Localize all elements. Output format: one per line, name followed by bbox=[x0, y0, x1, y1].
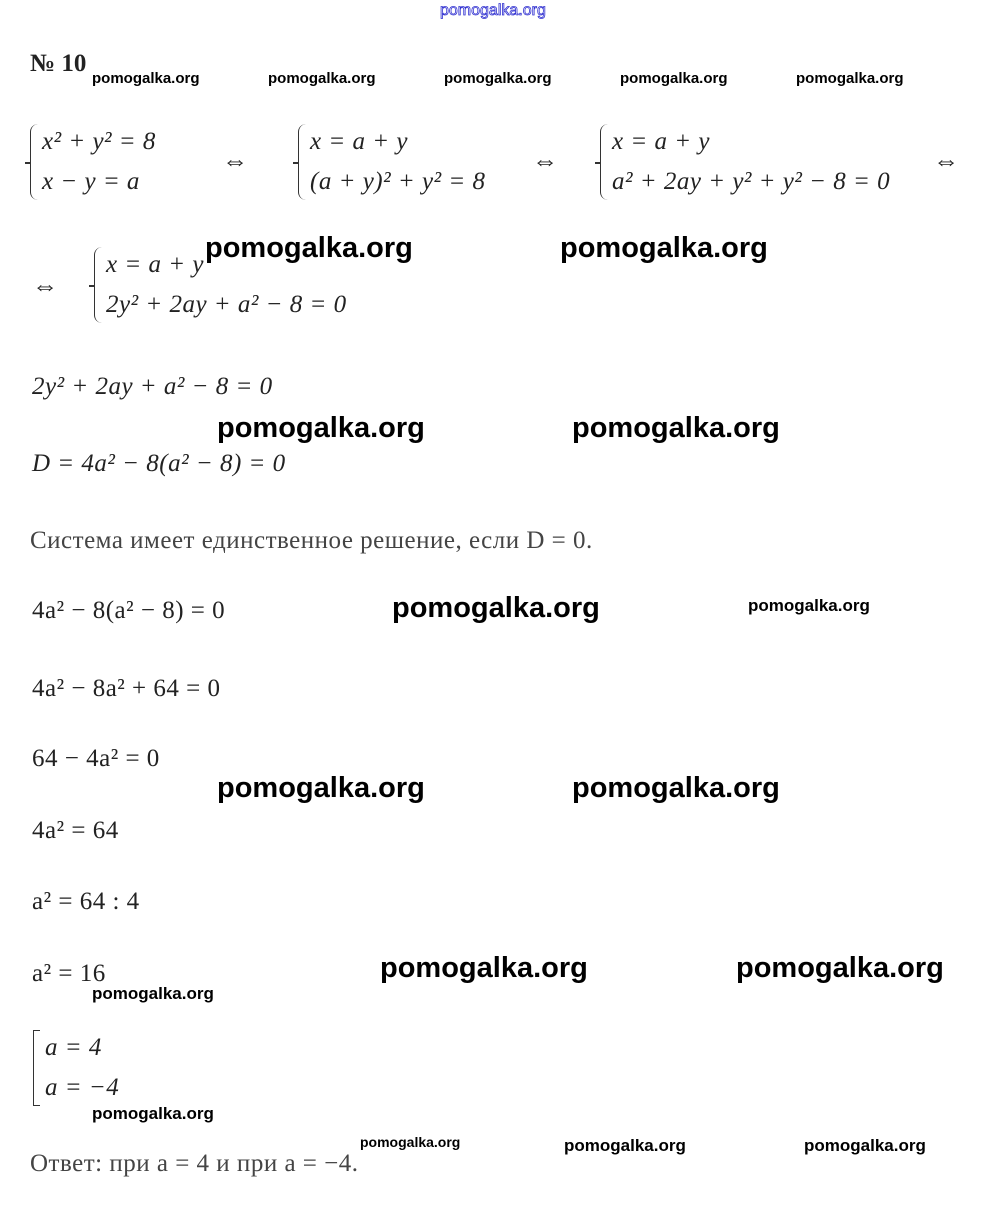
watermark: pomogalka.org bbox=[92, 1104, 214, 1123]
watermark: pomogalka.org bbox=[392, 592, 600, 624]
solution: a = 4 bbox=[45, 1034, 102, 1061]
system-2 bbox=[298, 122, 485, 202]
equivalence-icon: ⇔ bbox=[532, 146, 558, 175]
solution: a = −4 bbox=[45, 1074, 120, 1101]
problem-title: № 10 bbox=[30, 50, 87, 77]
step-equation: 4a² − 8(a² − 8) = 0 bbox=[32, 597, 226, 624]
equivalence-icon: ⇔ bbox=[32, 271, 58, 300]
watermark: pomogalka.org bbox=[92, 70, 200, 87]
watermark: pomogalka.org bbox=[92, 984, 214, 1003]
watermark: pomogalka.org bbox=[217, 412, 425, 444]
watermark: pomogalka.org bbox=[572, 412, 780, 444]
equation: x − y = a bbox=[42, 168, 140, 195]
equivalence-icon: ⇔ bbox=[222, 146, 248, 175]
brace-icon bbox=[298, 124, 307, 200]
watermark: pomogalka.org bbox=[444, 70, 552, 87]
brace-icon bbox=[94, 247, 103, 323]
watermark: pomogalka.org bbox=[804, 1136, 926, 1155]
watermark: pomogalka.org bbox=[380, 952, 588, 984]
quadratic-equation: 2y² + 2ay + a² − 8 = 0 bbox=[32, 373, 273, 400]
system-1 bbox=[30, 122, 156, 202]
discriminant-equation: D = 4a² − 8(a² − 8) = 0 bbox=[32, 450, 286, 477]
watermark: pomogalka.org bbox=[560, 232, 768, 264]
step-equation: 4a² = 64 bbox=[32, 817, 119, 844]
brace-icon bbox=[30, 124, 39, 200]
watermark: pomogalka.org bbox=[360, 1134, 461, 1150]
equation: x = a + y bbox=[106, 251, 204, 278]
equivalence-icon: ⇔ bbox=[933, 146, 959, 175]
watermark: pomogalka.org bbox=[564, 1136, 686, 1155]
watermark: pomogalka.org bbox=[205, 232, 413, 264]
system-3 bbox=[600, 122, 890, 202]
watermark: pomogalka.org bbox=[217, 772, 425, 804]
bracket-icon bbox=[33, 1030, 40, 1106]
solution-set bbox=[33, 1028, 119, 1108]
brace-icon bbox=[600, 124, 609, 200]
watermark: pomogalka.org bbox=[748, 596, 870, 615]
equation: (a + y)² + y² = 8 bbox=[310, 168, 486, 195]
step-equation: a² = 64 : 4 bbox=[32, 888, 140, 915]
equation: x = a + y bbox=[310, 128, 408, 155]
watermark: pomogalka.org bbox=[268, 70, 376, 87]
equation: x² + y² = 8 bbox=[42, 128, 156, 155]
answer-text: Ответ: при a = 4 и при a = −4. bbox=[30, 1150, 359, 1177]
condition-text: Система имеет единственное решение, если D = 0. bbox=[30, 527, 593, 554]
watermark: pomogalka.org bbox=[736, 952, 944, 984]
equation: 2y² + 2ay + a² − 8 = 0 bbox=[106, 291, 347, 318]
watermark-top: pomogalka.org bbox=[440, 2, 546, 19]
watermark: pomogalka.org bbox=[572, 772, 780, 804]
watermark: pomogalka.org bbox=[620, 70, 728, 87]
equation: x = a + y bbox=[612, 128, 710, 155]
step-equation: a² = 16 bbox=[32, 960, 106, 987]
step-equation: 64 − 4a² = 0 bbox=[32, 745, 160, 772]
equation: a² + 2ay + y² + y² − 8 = 0 bbox=[612, 168, 891, 195]
step-equation: 4a² − 8a² + 64 = 0 bbox=[32, 675, 221, 702]
watermark: pomogalka.org bbox=[796, 70, 904, 87]
